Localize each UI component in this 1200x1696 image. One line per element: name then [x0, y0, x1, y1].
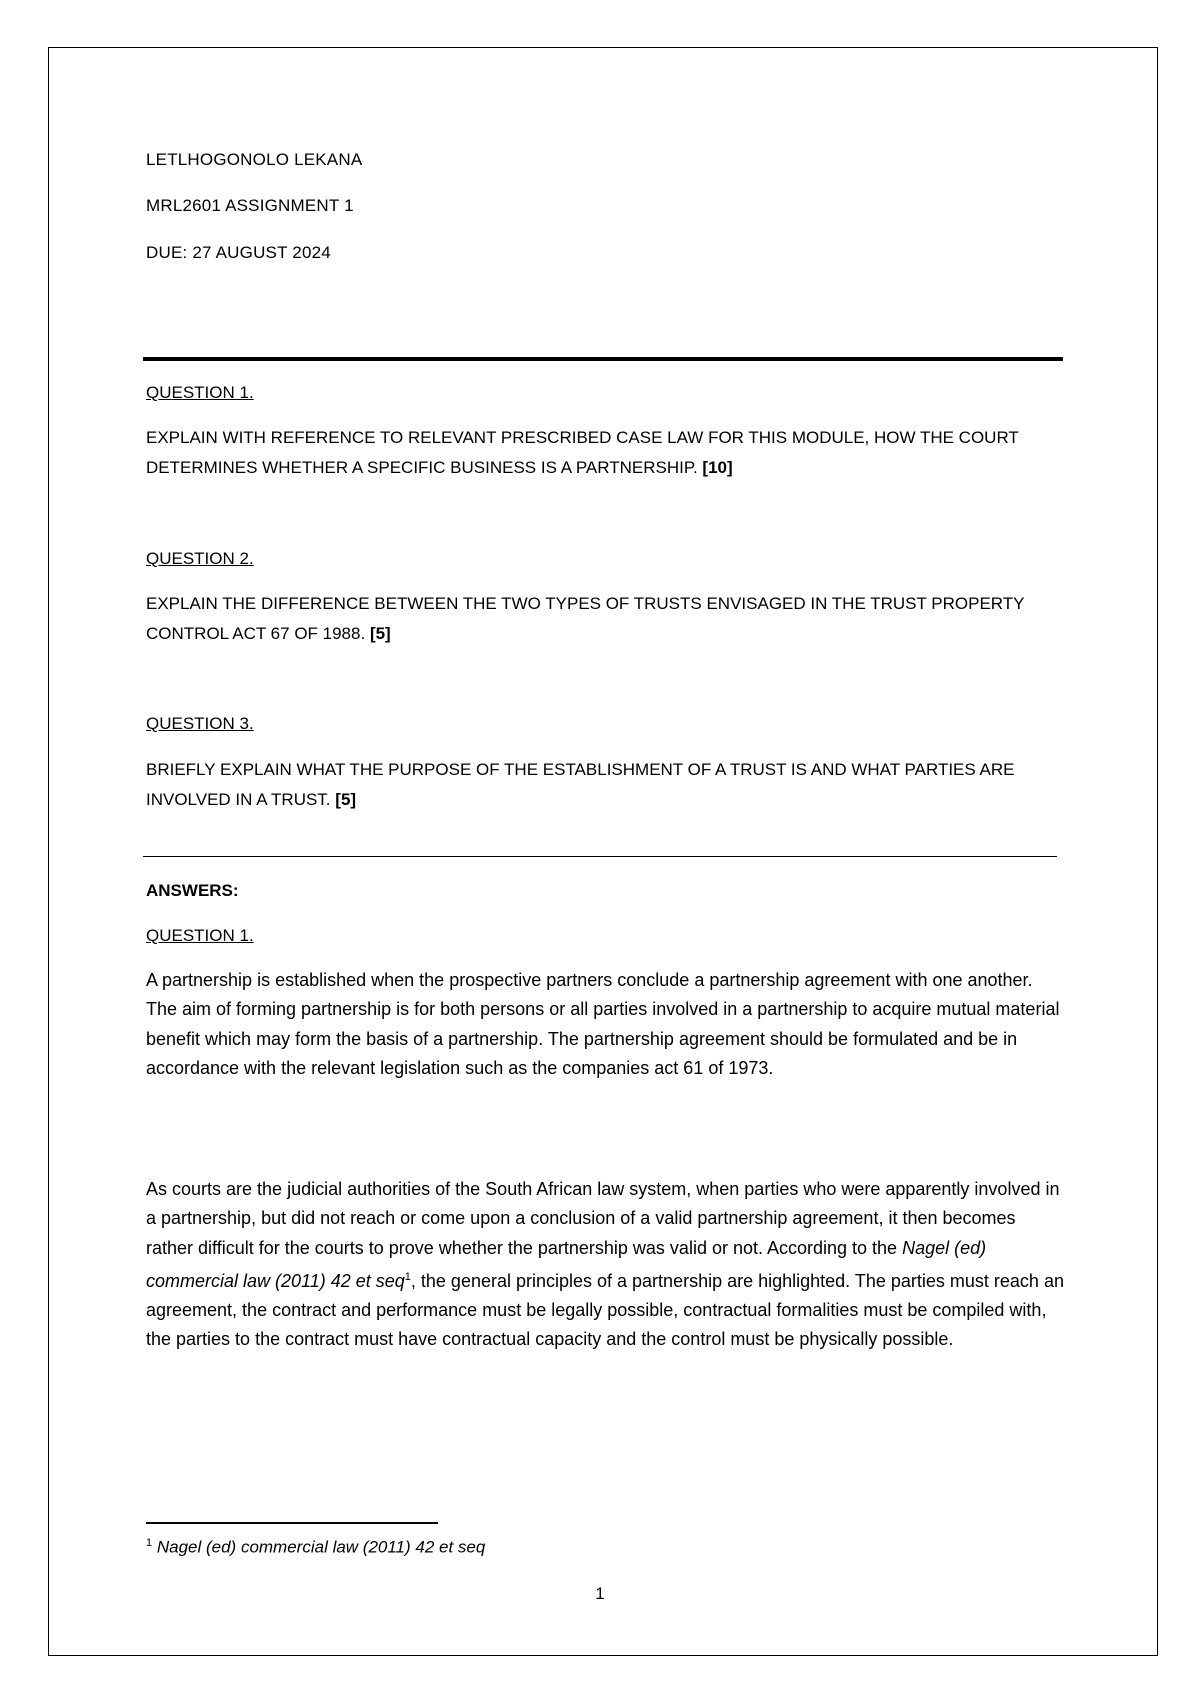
footnote-ref[interactable]: 1: [404, 1270, 411, 1283]
footnote-divider: [146, 1522, 438, 1524]
assignment-title: MRL2601 ASSIGNMENT 1: [146, 196, 354, 215]
question-1-body: EXPLAIN WITH REFERENCE TO RELEVANT PRESCRIBED CASE LAW FOR THIS MODULE, HOW THE COURT DETERMINES WHETHER A SPECIFIC BUSINESS IS A PARTNERSHIP.: [146, 428, 1019, 477]
question-3-heading: QUESTION 3.: [146, 714, 254, 733]
section-divider: [143, 856, 1057, 857]
answer-1-heading: QUESTION 1.: [146, 926, 254, 945]
question-1-heading: QUESTION 1.: [146, 383, 254, 402]
page-number: 1: [595, 1584, 605, 1603]
question-1-marks: [10]: [702, 458, 733, 477]
question-3-marks: [5]: [335, 790, 357, 809]
header-divider: [143, 357, 1063, 361]
answers-heading: ANSWERS:: [146, 881, 239, 900]
question-1-text: [146, 423, 1066, 483]
footnote-number: 1: [146, 1537, 153, 1549]
footnote: [146, 1537, 485, 1558]
answer-paragraph-1: A partnership is established when the prospective partners conclude a partnership agreement with one another. The aim of forming partnership is for both persons or all parties involved in a partnership to acquire mutual material benefit which may form the basis of a partnership. The partnership agreement should be formulated and be in accordance with the relevant legislation such as the companies act 61 of 1973.: [146, 970, 1060, 1078]
answer-paragraph-2-part2: , the general principles of a partnership are highlighted. The parties must reach an agreement, the contract and performance must be legally possible, contractual formalities must be compiled with, the parties to the contract must have contractual capacity and the control must be physically possible.: [146, 1270, 1064, 1350]
question-3-body: BRIEFLY EXPLAIN WHAT THE PURPOSE OF THE ESTABLISHMENT OF A TRUST IS AND WHAT PARTIES ARE INVOLVED IN A TRUST.: [146, 760, 1015, 809]
answer-paragraph-2-part1: As courts are the judicial authorities of the South African law system, when parties who were apparently involved in a partnership, but did not reach or come upon a conclusion of a valid partnership agreement, it then becomes rather difficult for the courts to prove whether the partnership was valid or not. According to the: [146, 1179, 1060, 1258]
citation-text: Nagel (ed) commercial law (2011) 42 et seq: [146, 1237, 987, 1291]
question-2-marks: [5]: [369, 624, 391, 643]
question-2-body: EXPLAIN THE DIFFERENCE BETWEEN THE TWO TYPES OF TRUSTS ENVISAGED IN THE TRUST PROPERTY CONTROL ACT 67 OF 1988.: [146, 594, 1025, 643]
footnote-text: Nagel (ed) commercial law (2011) 42 et seq: [152, 1537, 486, 1557]
page-border: [48, 47, 1158, 1656]
question-2-text: [146, 589, 1066, 649]
student-name: LETLHOGONOLO LEKANA: [146, 150, 363, 169]
question-2-heading: QUESTION 2.: [146, 549, 254, 568]
answer-paragraph-2: [146, 1175, 1066, 1355]
due-date: DUE: 27 AUGUST 2024: [146, 243, 331, 262]
question-3-text: [146, 755, 1066, 815]
